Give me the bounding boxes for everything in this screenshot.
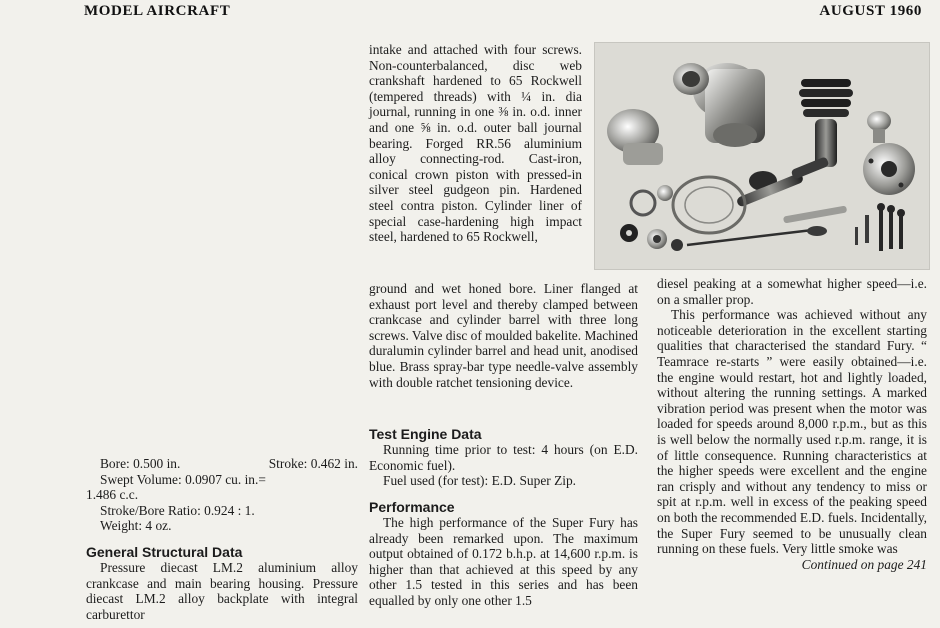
performance-text: The high performance of the Super Fury has already been remarked upon. The maximum output obtained of 0.172 b.h.p. at 14,600 r.p.m. is higher than that achieved at this speed by any other 1.5 tested in this series and has been equalled by only one other 1.5 [369, 515, 638, 608]
performance-continued [657, 276, 927, 572]
test-engine-section [369, 426, 638, 489]
bore-stroke-row [86, 456, 358, 472]
test-engine-heading: Test Engine Data [369, 426, 482, 442]
issue-date: AUGUST 1960 [819, 3, 922, 19]
structural-continued-text-lower: ground and wet honed bore. Liner flanged at exhaust port level and thereby clamped between crankcase and cylinder barrel with three long screws. Valve disc of moulded bakelite. Machined duralumin cylinder barrel and head unit, anodised blue. Brass spray-bar type needle-valve assembly with double ratchet tensioning device. [369, 281, 638, 390]
engine-parts-illustration [595, 43, 929, 269]
performance-continued-text: diesel peaking at a somewhat higher speed—i.e. on a smaller prop. [657, 276, 927, 307]
stroke-value: Stroke: 0.462 in. [268, 456, 358, 471]
swept-volume: Swept Volume: 0.0907 cu. in.= [100, 471, 266, 487]
general-structural-text: Pressure diecast LM.2 aluminium alloy crankcase and main bearing housing. Pressure diecast LM.2 alloy backplate with integral carburettor [86, 560, 358, 622]
engine-parts-photo [594, 42, 930, 270]
general-structural-section [86, 544, 358, 622]
continued-note: Continued on page 241 [801, 556, 927, 572]
fuel-used-text: Fuel used (for test): E.D. Super Zip. [383, 473, 577, 489]
running-time-text: Running time prior to test: 4 hours (on E.D. Economic fuel). [369, 442, 638, 473]
engine-specs [86, 456, 358, 534]
performance-detail-text: This performance was achieved without any noticeable deterioration in the excellent starting qualities that characterised the standard Fury. “ Teamrace re-starts ” were easily obtained—i.e. the engine would restart, hot and lightly loaded, without altering the running settings. A marked vibration period was present when the motor was loaded for speeds around 8,000 r.p.m., but as this is well below the normally used r.p.m. range, it is of little consequence. Running characteristics at the higher speeds were excellent and the engine ran crisply and without any tendency to miss or spit at r.p.m. well in excess of the peaking speed on both the recommended E.D. fuels. Incidentally, the Super Fury seemed to be unusually clean running on these fuels. Very little smoke was [657, 307, 927, 557]
performance-section [369, 499, 638, 609]
swept-volume-cc: 1.486 c.c. [86, 487, 139, 503]
structural-continued-text: intake and attached with four screws. Non-counterbalanced, disc web crankshaft hardened to 65 Rockwell (tempered threads) with ¼ in. dia journal, running in one ⅜ in. o.d. inner and one ⅝ in. o.d. outer ball journal bearing. Forged RR.56 aluminium alloy connecting-rod. Cast-iron, conical crown piston with pressed-in silver steel gudgeon pin. Hardened steel contra piston. Cylinder liner of special case-hardening high impact steel, hardened to 65 Rockwell, [369, 42, 582, 245]
magazine-title: MODEL AIRCRAFT [84, 3, 231, 19]
bore-value: Bore: 0.500 in. [100, 456, 181, 471]
general-structural-heading: General Structural Data [86, 544, 243, 560]
weight-value: Weight: 4 oz. [100, 518, 172, 534]
valve-disc-part [863, 143, 915, 195]
performance-heading: Performance [369, 499, 455, 515]
stroke-bore-ratio: Stroke/Bore Ratio: 0.924 : 1. [100, 502, 255, 518]
